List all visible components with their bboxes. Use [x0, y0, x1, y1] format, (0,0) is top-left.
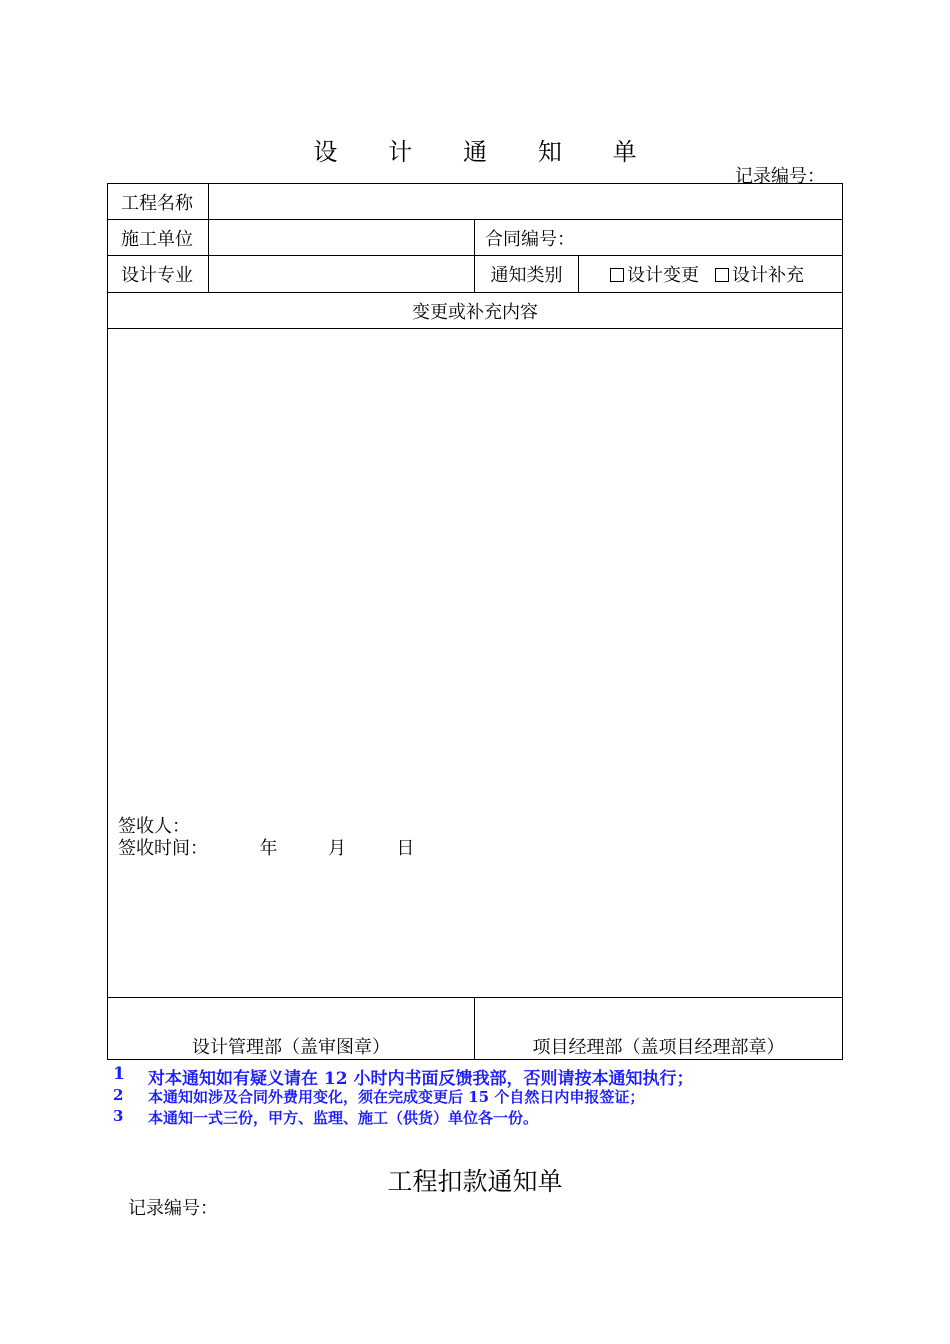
construction-unit-field[interactable]: [208, 220, 474, 255]
project-name-field[interactable]: [208, 184, 842, 219]
design-dept-stamp: [108, 998, 474, 1059]
receive-time-line: [118, 834, 414, 860]
page-title: 设 计 通 知 单: [313, 138, 659, 166]
design-notice-form: [107, 183, 843, 1060]
design-major-field[interactable]: [208, 256, 474, 292]
project-name-label: 工程名称: [121, 192, 193, 214]
project-dept-stamp: [474, 998, 842, 1059]
checkbox-icon[interactable]: [610, 268, 624, 282]
notice-type-label: 通知类别: [474, 256, 578, 292]
contract-number-label: 合同编号：: [485, 228, 575, 250]
row-content-header: [108, 293, 842, 329]
design-major-label: 设计专业: [121, 265, 193, 286]
second-record-number-label: 记录编号：: [128, 1198, 218, 1219]
checkbox-icon[interactable]: [715, 268, 729, 282]
row-project-name: [108, 184, 842, 220]
receiver-label: 签收人：: [118, 816, 190, 837]
option-design-supplement[interactable]: 设计补充: [715, 261, 804, 287]
construction-unit-label: 施工单位: [121, 228, 193, 250]
second-page-title: 工程扣款通知单: [387, 1167, 563, 1196]
design-dept-label: 设计管理部（盖审图章）: [192, 1037, 390, 1058]
month-label: 月: [327, 838, 346, 859]
record-number-label: 记录编号：: [735, 166, 825, 187]
project-dept-label: 项目经理部（盖项目经理部章）: [532, 1037, 785, 1058]
option-design-change[interactable]: 设计变更: [610, 261, 699, 287]
content-header: 变更或补充内容: [412, 301, 538, 323]
contract-number-field[interactable]: [474, 220, 842, 255]
row-construction-unit: [108, 220, 842, 256]
notice-type-options: [578, 256, 842, 292]
receive-time-label: 签收时间：: [118, 838, 208, 859]
content-area[interactable]: [108, 329, 842, 998]
year-label: 年: [259, 838, 278, 859]
row-design-major: [108, 256, 842, 293]
day-label: 日: [396, 838, 415, 859]
